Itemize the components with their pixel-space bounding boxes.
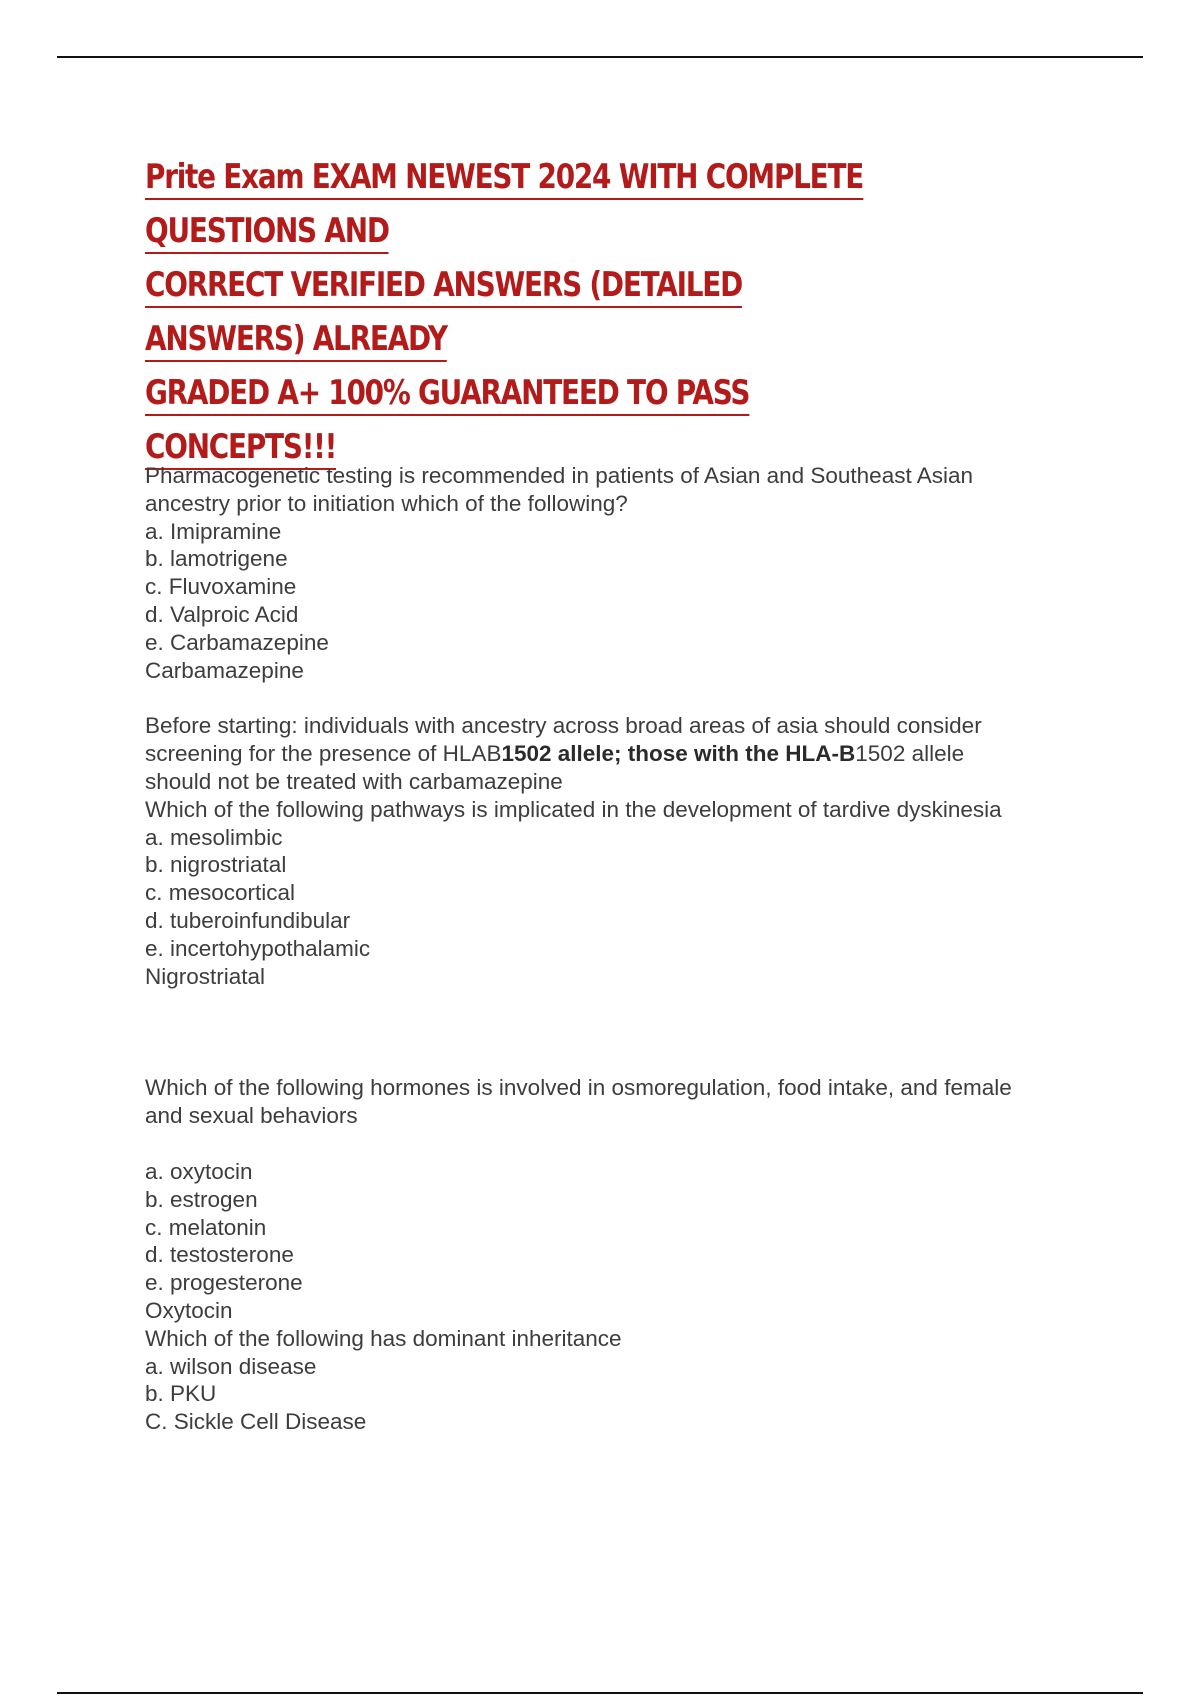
question-1 — [145, 462, 1095, 796]
question-stem: and sexual behaviors — [145, 1103, 358, 1129]
answer-option: d. tuberoinfundibular — [145, 907, 351, 933]
explanation-bold: 1502 allele; those with the HLA-B — [501, 741, 856, 767]
answer-option: a. wilson disease — [145, 1353, 317, 1379]
top-rule — [57, 56, 1143, 58]
question-stem: Which of the following has dominant inheritance — [145, 1325, 622, 1351]
correct-answer: Oxytocin — [145, 1297, 233, 1323]
document-title — [145, 150, 883, 474]
answer-option: C. Sickle Cell Disease — [145, 1409, 367, 1435]
explanation-text — [145, 740, 1095, 768]
answer-option: e. progesterone — [145, 1270, 303, 1296]
question-4 — [145, 1325, 1095, 1436]
title-line: GRADED A+ 100% GUARANTEED TO PASS CONCEPTS!!! — [145, 373, 749, 470]
explanation-text: Before starting: individuals with ancestry across broad areas of asia should consider — [145, 713, 982, 739]
document-body — [145, 462, 1095, 1436]
explanation-prefix: screening for the presence of HLAB — [145, 741, 502, 767]
answer-option: c. mesocortical — [145, 880, 296, 906]
answer-option: b. PKU — [145, 1381, 217, 1407]
answer-option: e. incertohypothalamic — [145, 935, 371, 961]
bottom-rule — [57, 1692, 1143, 1694]
answer-option: b. estrogen — [145, 1186, 258, 1212]
answer-option: b. nigrostriatal — [145, 852, 287, 878]
question-2 — [145, 796, 1095, 991]
question-stem: Pharmacogenetic testing is recommended in patients of Asian and Southeast Asian — [145, 463, 974, 488]
title-line: Prite Exam EXAM NEWEST 2024 WITH COMPLETE QUESTIONS AND — [145, 157, 863, 254]
question-stem: ancestry prior to initiation which of the following? — [145, 490, 628, 516]
answer-option: d. Valproic Acid — [145, 601, 299, 627]
answer-option: c. melatonin — [145, 1214, 267, 1240]
answer-option: a. oxytocin — [145, 1158, 253, 1184]
question-stem: Which of the following hormones is involved in osmoregulation, food intake, and female — [145, 1075, 1012, 1101]
answer-option: e. Carbamazepine — [145, 629, 329, 655]
answer-option: b. lamotrigene — [145, 546, 288, 572]
correct-answer: Nigrostriatal — [145, 963, 266, 989]
answer-option: c. Fluvoxamine — [145, 574, 297, 600]
answer-option: a. Imipramine — [145, 518, 282, 544]
question-stem: Which of the following pathways is implicated in the development of tardive dyskinesia — [145, 796, 1002, 822]
explanation-text: should not be treated with carbamazepine — [145, 768, 563, 794]
correct-answer: Carbamazepine — [145, 657, 304, 683]
explanation-suffix: 1502 allele — [855, 741, 965, 767]
question-3 — [145, 1074, 1095, 1324]
answer-option: d. testosterone — [145, 1242, 294, 1268]
title-line: CORRECT VERIFIED ANSWERS (DETAILED ANSWERS) ALREADY — [145, 265, 742, 362]
answer-option: a. mesolimbic — [145, 824, 283, 850]
